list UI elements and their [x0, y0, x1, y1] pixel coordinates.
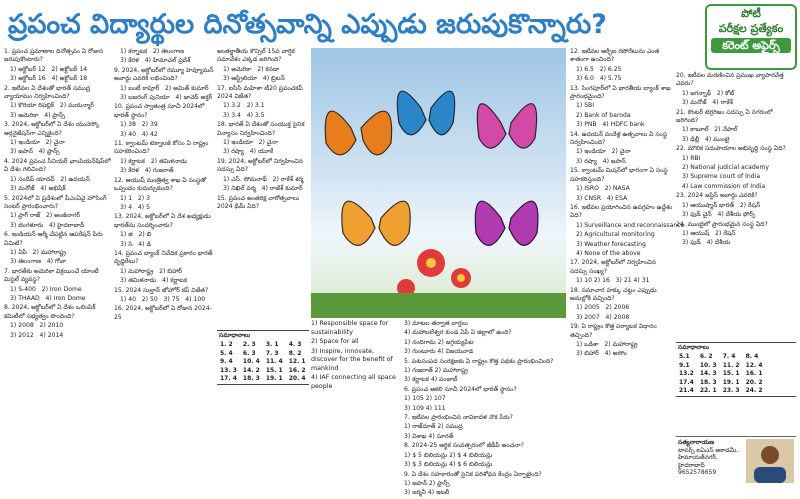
answer-cell: 5.1: [679, 353, 690, 360]
answer-cell: 19. 1: [265, 375, 283, 382]
answer-cell: 14. 3: [699, 370, 717, 377]
col2-line: 1) జి 2) బి: [120, 231, 152, 239]
answer-cell: 1. 2: [220, 341, 233, 348]
col1-line: 1) కొరియా రిపబ్లిక్ 2) మయన్మార్: [10, 102, 94, 110]
answer-row: [217, 367, 309, 376]
col3-line: 3) రష్యా 4) యూకే: [223, 148, 274, 156]
section-badge: [705, 4, 797, 70]
mid1-line: 2) Space for all: [311, 338, 359, 345]
col4-line: 1) 6.5 2) 6.25: [576, 65, 622, 73]
col5-line: 1) జగన్నాథ్ 2) కోట్: [682, 89, 735, 97]
col3-line: 1) 3.2 2) 3.1: [223, 102, 265, 110]
butterflies-photo: [311, 48, 566, 318]
col2-line: 13. 2024, అక్టోబర్‌లో ఏ దేశ అధ్యక్షుడు భారత్‌ను సందర్శించారు?: [114, 213, 211, 229]
answer-cell: 24. 2: [745, 387, 763, 394]
col2-line: 1) కర్ణాటక 2) తమిళనాడు: [120, 157, 188, 165]
col4-line: 3) రష్యా 4) జపాన్: [576, 157, 626, 165]
col3-line: 1) ఇండియా 2) చైనా: [223, 139, 278, 147]
col5-line: 23. 2024 జస్టిస్ అవార్డు ఎవరికి?: [676, 192, 758, 200]
col1-line: 1. ప్రపంచ ప్రమాణాల దినోత్సవం ఏ రోజున జరుపుకొంటారు?: [4, 48, 104, 64]
col3-line: 1) ఎస్. సోమనాథ్ 2) రాకేశ్ శర్మ: [223, 175, 304, 183]
col5-line: 4) Law commission of India: [682, 182, 766, 190]
col4-line: 4) None of the above: [576, 249, 641, 257]
col2-line: 1) 40 2) 50 3) 75 4) 100: [120, 295, 206, 303]
answer-cell: 14. 2: [242, 366, 260, 374]
col1-line: 3) తెలంగాణ 4) గోవా: [10, 258, 66, 266]
col5-line: 1) ఆయుష్ 2) రేషన్: [682, 229, 736, 237]
answer-cell: 20. 2: [745, 378, 763, 386]
answer-row: [217, 358, 309, 367]
answer-cell: 22. 1: [699, 387, 717, 394]
answer-cell: 17.4: [679, 378, 694, 386]
answer-cell: 11. 4: [265, 358, 283, 365]
col2-line: 14. ప్రపంచ బ్యాంక్ నివేదిక ప్రకారం భారత్ వృద్ధిరేటు?: [114, 249, 213, 266]
col5-line: 21. కౌంటర్ టెర్రరిజం సదస్సు ఏ నగరంలో జరిగింది?: [676, 108, 773, 125]
answer-cell: 6. 2: [699, 353, 713, 360]
col1-line: 5. 2024లో ఏ ప్రదేశంలో పీఎంఏవై హౌసింగ్ సెంటర్ ప్రారంభించారు?: [4, 194, 107, 210]
col1-line: 7. భారత్‌కు అమెరికా విక్రయించే యాంటీ మిసైల్ వ్యవస్థ?: [4, 267, 99, 284]
col4-line: 3) 6.0 4) 5.75: [576, 75, 622, 83]
col4-line: 3) PNB 4) HDFC bank: [576, 121, 645, 129]
mid2-line: 1) నందిగామ 2) జగ్గయ్యపేట: [404, 338, 474, 346]
col2-line: 1) కర్నాటక 2) తెలంగాణ: [120, 48, 184, 55]
col3b-line: 15. ప్రపంచ అంతరిక్ష వారోత్సవాలు 2024 థీమ్ ఏది?: [217, 194, 300, 210]
column-middle: [404, 320, 568, 499]
col5-line: 3) మనోజ్ 4) రాకేశ్: [682, 99, 733, 107]
answer-cell: 9.1: [679, 361, 690, 369]
mid2-line: 1) 105 2) 107: [404, 395, 446, 403]
answer-cell: 18. 3: [699, 378, 717, 386]
col4-line: 3) 2007 4) 2008: [576, 313, 630, 321]
answer-cell: 21.4: [679, 387, 694, 394]
col1-line: 6. ఇండియన్ ఆర్మీ చేపట్టిన ఆపరేషన్ పేరు ఏమిటి?: [4, 231, 103, 247]
page-headline: ప్రపంచ విద్యార్థుల దినోత్సవాన్ని ఎప్పుడు జరుపుకొన్నారు?: [8, 9, 607, 40]
answer-key-1-title: సమాధానాలు: [219, 332, 251, 339]
col4-line: 3) బిహార్ 4) అసోం: [576, 350, 627, 358]
col2-line: 9. 2024, అక్టోబర్‌లో రెమ్యూ హెవ్యూమన్ అవార్డు ఎవరికి లభించింది?: [114, 66, 214, 83]
author-box: [676, 436, 796, 485]
col3-line: 1) అమెరికా 2) కెనడా: [223, 65, 280, 73]
col1-line: 1) ప్రాగ్ రాజ్ 2) అంజీనాగర్: [10, 212, 81, 220]
mid2-line: 9. ఏ దేశం సహకారంతో సైనిక పరిశోధన కేంద్రం ఏర్పాటైంది?: [404, 470, 542, 478]
col4-line: 16. ఇటీవల ప్రయోగించిన ఉపగ్రహం ఉద్దేశం ఏది?: [570, 203, 673, 220]
answer-cell: 15. 1: [722, 370, 740, 377]
answer-cell: 12. 4: [745, 361, 763, 369]
col2-line: 1) 38 2) 39: [120, 121, 158, 129]
answer-cell: 15. 1: [265, 366, 283, 374]
col2-line: 1) 1 2) 3: [120, 194, 150, 202]
col4-line: 2) Bank of baroda: [576, 111, 631, 119]
col3-line: 19. 2024, అక్టోబర్‌లో నిర్వహించిన సదస్సు ఏది?: [217, 157, 303, 174]
col1-line: 3. 2024, అక్టోబర్‌లో ఏ దేశం యునెస్కో ఆర్గనైజేషన్‌గా ఎన్నికైంది?: [4, 121, 100, 137]
col2-line: 3) 40 4) 42: [120, 130, 158, 138]
mid2-line: 1) జపాన్ 2) ఫ్రాన్స్: [404, 479, 450, 487]
answer-cell: 10. 4: [242, 358, 260, 365]
col4-line: 19. ఏ రాష్ట్రం కొత్త పర్యాటక విధానం తెచ్చింది?: [570, 323, 657, 339]
author-phone: 9652578659: [678, 469, 717, 477]
mid2-line: 4) మహాబలేశ్వర కుండ ఏపీ ఏ జిల్లాలో ఉంది?: [404, 329, 512, 337]
col1-line: 1) 2008 2) 2010: [10, 322, 64, 330]
mid2-line: 3) జర్మనీ 4) ఇటలీ: [404, 489, 450, 497]
answer-row: [217, 350, 309, 359]
col2-line: 12. ఆయుష్ మంత్రిత్వ శాఖ ఏ సంస్థతో ఒప్పందం కుదుర్చుకుంది?: [114, 176, 207, 193]
answer-cell: 16. 1: [745, 370, 763, 377]
answer-row: [676, 387, 766, 396]
answer-cell: 13. 3: [220, 366, 237, 374]
answer-cell: 8. 2: [288, 349, 302, 357]
mid2-line: 7. ఇటీవల ప్రారంభించిన నావికాదళ నౌక పేరు?: [404, 414, 513, 422]
col5-line: 1) ఆయుష్మాన్ భారత్ 2) రేషన్: [682, 201, 761, 209]
answer-cell: 23. 3: [722, 387, 740, 394]
answer-cell: 5. 4: [220, 349, 233, 357]
col1-line: 1) S-400 2) Iron Dome: [10, 285, 82, 293]
col3-line: 3) నిఖిల్ వర్మ 4) రాజేశ్ కుమార్: [223, 185, 303, 193]
col5-line: 3) ఫుడ్ 4) దేశీయ: [682, 239, 731, 247]
badge-line-2: పరీక్షల ప్రత్యేకం: [718, 22, 784, 35]
col3-line: 17. ఐసీసీ మహిళా టీ20 ప్రపంచకప్ 2024 విజేత?: [217, 84, 303, 101]
butterflies-illustration: [311, 48, 566, 318]
answer-row: [676, 362, 766, 371]
answer-cell: 13.2: [679, 370, 694, 377]
column-2: [114, 48, 214, 484]
col4-line: 1) SBI: [576, 102, 595, 110]
col4-line: 2) Agricultural monitoring: [576, 231, 655, 239]
col4-line: 3) CNSR 4) ESA: [576, 194, 628, 202]
col4-line: 1) ఒడిశా 2) మహారాష్ట్ర: [576, 341, 638, 348]
col5-line: 3) ఢిల్లీ 4) ముంబై: [682, 135, 730, 143]
col1-line: 3) THAAD 4) Iron Dome: [10, 294, 86, 302]
col4-line: 1) ISRO 2) NASA: [576, 185, 630, 193]
col4-line: 17. 2024, అక్టోబర్‌లో నిర్వహించిన సదస్సు సంఖ్య?: [570, 259, 656, 275]
col5-line: 22. మౌలిక సదుపాయాల అభివృద్ధి సంస్థ ఏది?: [676, 145, 786, 153]
badge-line-1: పోటీ: [741, 7, 761, 20]
answer-cell: 20. 4: [288, 375, 306, 382]
answer-cell: 17. 4: [220, 375, 237, 382]
mid2-line: 3) $ 3 బిలియన్లు 4) $ 6 బిలియన్లు: [404, 461, 493, 469]
col1-line: 4. 2024 ప్రపంచ సీనియర్ ఛాంపియన్‌షిప్‌లో ఏ దేశం గెలిచింది?: [4, 157, 111, 174]
answer-cell: 12. 1: [288, 358, 306, 365]
author-org: టాపర్స్ ఐఏఎస్ అకాడమీ,: [678, 446, 739, 454]
col1-line: 8. 2024, అక్టోబర్‌లో ఏ దేశం ఒలింపిక్ కమిటీలో సభ్యత్వం పొందింది?: [4, 304, 96, 320]
col5-line: 1) RBI: [682, 154, 701, 162]
col2-line: 3) తమిళనాడు 4) కర్ణాటక: [120, 277, 188, 285]
col5-line: 24. ముంబైలో ప్రారంభమైన సంస్థ ఏది?: [676, 220, 768, 228]
col2-line: 11. క్వాంటమ్ టెక్నాలజీ కోసం ఏ రాష్ట్రం సహకరించింది?: [114, 140, 209, 156]
col1-line: 2. ఇటీవల ఏ దేశంతో భారత్ సముద్ర వ్యాయామం నిర్వహించింది?: [4, 84, 91, 101]
answer-row: [217, 375, 309, 384]
col5-line: 3) ఫుడ్ చైన్ 4) దేశీయ ఫోర్స్: [682, 211, 756, 219]
mid2-line: 3) గుంటూరు 4) విజయవాడ: [404, 348, 474, 356]
mid2-line: 1) గుజరాత్ 2) మహారాష్ట్ర: [404, 367, 468, 375]
col1-line: 1) ఏపీ 2) మహారాష్ట్ర: [10, 248, 66, 256]
col4-line: 1) Surveillance and reconnaissance: [576, 221, 685, 229]
answer-key-2: [676, 342, 796, 397]
answer-cell: 6. 3: [242, 349, 256, 357]
col2-line: 15. 2024 సుల్తాన్ జోహోర్ కప్ విజేత?: [114, 286, 209, 294]
answer-cell: 8. 4: [745, 353, 759, 360]
answer-cell: 18. 3: [242, 375, 260, 382]
col4-line: 1) 10 2) 16 3) 21 4) 31: [576, 277, 650, 285]
mid2-line: 1) $ 5 బిలియన్లు 2) $ 4 బిలియన్లు: [404, 451, 493, 459]
col4-line: 1) 2005 2) 2006: [576, 304, 630, 312]
col4-line: 13. సింగపూర్‌లో ఏ భారతీయ బ్యాంక్ శాఖ ప్రారంభమైంది?: [570, 84, 671, 101]
col4-line: 18. సమాచార హక్కు చట్టం ఎప్పుడు అమల్లోకి వచ్చింది?: [570, 286, 657, 302]
col1-line: 3) మనోజ్ 4) అభిషేక్: [10, 185, 66, 193]
badge-line-3: కరెంట్ అఫైర్స్: [711, 38, 791, 53]
author-name: సత్యనారాయణ: [678, 439, 715, 446]
col2-line: 16. 2024, అక్టోబర్‌లో ఏ రోజున 2024-25: [114, 305, 212, 321]
col2-line: 1) బంటీ కాపూర్ 2) అమిత్ కుమార్: [120, 84, 209, 92]
answer-row: [676, 353, 766, 362]
col2-line: 3) బజరంగ్ పునియా 4) జావెద్ అక్తర్: [120, 94, 213, 102]
author-photo: [746, 439, 794, 483]
col4-line: 12. ఇటీవల ఆర్బీఐ రెపోరేటును ఎంత శాతంగా ఉంచింది?: [570, 48, 660, 64]
col3-line: 3) ఆస్ట్రేలియా 4) బ్రిటన్: [223, 75, 285, 83]
col2-line: 3) కేరళ 4) హిమాచల్ ప్రదేశ్: [120, 57, 191, 65]
mid2-line: 8. 2024-25 ఆర్థిక సంవత్సరంలో జీడీపీ అంచనా?: [404, 442, 524, 450]
col2-line: 1) మహారాష్ట్ర 2) బిహార్: [120, 267, 182, 275]
col5-line: 2) National judicial academy: [682, 164, 770, 172]
answer-cell: 4. 3: [288, 341, 302, 348]
col3-line: 18. భారత్ ఏ దేశంతో సంయుక్త సైనిక విన్యాసం నిర్వహించింది?: [217, 121, 305, 137]
col2-line: 10. ప్రపంచ స్వాతంత్ర సూచీ 2024లో భారత్ స్థానం?: [114, 103, 205, 119]
mid1-line: 3) Inspire, innovate, discover for the benefit of mankind: [311, 347, 393, 372]
col5-line: 3) Supreme court of India: [682, 173, 761, 181]
col1-line: 3) జపాన్ 4) ఫ్రాన్స్: [10, 148, 60, 156]
col4-line: 15. క్వాంటమ్ మిషన్‌లో భాగంగా ఏ సంస్థ సహకరిస్తుంది?: [570, 167, 668, 183]
mid2-line: 3) మాటల తర్వాత వార్తలు: [404, 320, 468, 327]
col3-line: 3) 3.4 4) 3.5: [223, 111, 265, 119]
mid2-line: 3) విశాఖ 4) సూరత్: [404, 432, 454, 440]
col1-line: 3) బెంగళూరు 4) హైదరాబాద్: [10, 221, 85, 229]
answer-key-2-title: సమాధానాలు: [678, 344, 710, 351]
col5-line: 1) కాబూల్ 2) నేపాల్: [682, 126, 738, 134]
answer-cell: 10. 3: [699, 361, 717, 369]
answer-row: [676, 379, 766, 388]
mid2-line: 6. ప్రపంచ ఆకలి సూచీ 2024లో భారత్ స్థానం?: [404, 385, 517, 393]
answer-cell: 9. 4: [220, 358, 233, 365]
answer-cell: 7. 3: [265, 349, 279, 357]
answer-cell: 11. 2: [722, 361, 740, 369]
answer-cell: 7. 4: [722, 353, 736, 360]
answer-cell: 19. 1: [722, 378, 740, 386]
answer-row: [217, 341, 309, 350]
answer-key-1-table: [217, 341, 309, 384]
col4-line: 1) ఇండియా 2) చైనా: [576, 148, 631, 156]
question-options-block: [311, 320, 401, 392]
mid1-line: 1) Responsible space for sustainability: [311, 320, 389, 336]
col2-line: 3) 4 4) 5: [120, 203, 150, 211]
answer-row: [676, 370, 766, 379]
column-1: [4, 48, 111, 484]
answer-key-2-table: [676, 353, 766, 396]
answer-cell: 2. 3: [242, 341, 256, 348]
col4-line: 14. ఉదయన్ వందేళ్ల ఉత్సవాలు ఏ సంస్థ నిర్వహించింది?: [570, 130, 668, 147]
mid2-line: 3) కర్ణాటక 4) పంజాబ్: [404, 376, 458, 384]
mid2-line: 5. పశుసంపద సంరక్షణకు ఏ రాష్ట్రం కొత్త పథకం ప్రారంభించింది?: [404, 357, 554, 365]
col1-line: 1) అక్టోబర్ 12 2) అక్టోబర్ 14: [10, 65, 88, 73]
col1-line: 1) ఇండియా 2) చైనా: [10, 139, 65, 147]
col1-line: 1) సందీప్ యాదవ్ 2) ఉదయన్: [10, 175, 90, 183]
answer-cell: 16. 2: [288, 366, 306, 374]
mid2-line: 1) రాజ్‌దూత్ 2) సముద్ర: [404, 423, 463, 431]
column-3: [217, 48, 309, 326]
col1-line: 3) అక్టోబర్ 16 4) అక్టోబర్ 18: [10, 75, 88, 83]
col1-line: 3) 2012 4) 2014: [10, 331, 64, 339]
col1-line: 3) అమెరికా 4) ఫ్రాన్స్: [10, 111, 65, 119]
col2-line: 3) సి 4) డి: [120, 240, 151, 248]
answer-key-1: [217, 330, 309, 385]
col4-line: 3) Weather forecasting: [576, 240, 646, 248]
mid1-line: 4) IAF connecting all space people: [311, 374, 396, 390]
answer-cell: 3. 1: [265, 341, 279, 348]
col5-line: 20. ఇటీవల మరణించిన ప్రముఖ వ్యాపారవేత్త ఎవరు?: [676, 72, 784, 88]
mid2-line: 3) 109 4) 111: [404, 404, 446, 412]
author-location: హిమాయత్‌నగర్, హైదరాబాద్: [678, 454, 718, 469]
col3-line: అంతర్జాతీయ కౌన్సిల్ 15వ వార్షిక సమావేశం ఎక్కడ జరిగింది?: [217, 48, 295, 64]
col2-line: 3) కేరళ 4) గుజరాత్: [120, 167, 174, 175]
